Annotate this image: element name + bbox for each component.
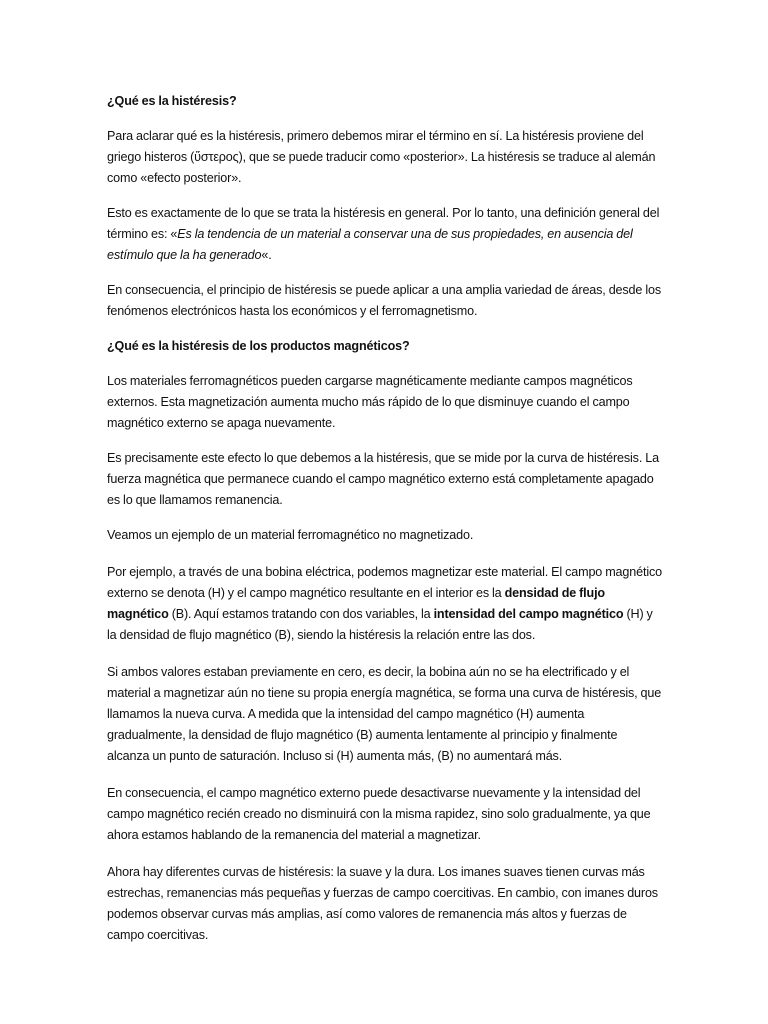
coil-text-1: Por ejemplo, a través de una bobina eléctrica, podemos magnetizar este material. El campo magnético externo se denota (H) y el campo magnético resultante en el interior es la [107, 565, 662, 600]
definition-outro: «. [261, 248, 272, 262]
paragraph-remanence: Es precisamente este efecto lo que debemos a la histéresis, que se mide por la curva de histéresis. La fuerza magnética que permanece cuando el campo magnético externo está completamente apagado es lo que llamamos remanencia. [107, 451, 659, 507]
definition-intro: Esto es exactamente de lo que se trata la histéresis en general. Por lo tanto, una definición general del término es: « [107, 206, 660, 241]
paragraph-ferromagnetic-materials: Los materiales ferromagnéticos pueden cargarse magnéticamente mediante campos magnéticos externos. Esta magnetización aumenta mucho más rápido de lo que disminuye cuando el campo magnético externo se apaga nuevamente. [107, 374, 633, 430]
paragraph-definition [107, 203, 662, 266]
paragraph-new-curve: Si ambos valores estaban previamente en cero, es decir, la bobina aún no se ha electrificado y el material a magnetizar aún no tiene su propia energía magnética, se forma una curva de histéresis, que llamamos la nueva curva. A medida que la intensidad del campo magnético (H) aumenta gradualmente, la densidad de flujo magnético (B) aumenta lentamente al principio y finalmente alcanza un punto de saturación. Incluso si (H) aumenta más, (B) no aumentará más. [107, 665, 662, 763]
section-heading-magnetic-products: ¿Qué es la histéresis de los productos magnéticos? [107, 339, 410, 353]
definition-quote: Es la tendencia de un material a conservar una de sus propiedades, en ausencia del estímulo que la ha generado [107, 227, 633, 262]
paragraph-remanence-decay: En consecuencia, el campo magnético externo puede desactivarse nuevamente y la intensidad del campo magnético recién creado no disminuirá con la misma rapidez, sino solo gradualmente, ya que ahora estamos hablando de la remanencia del material a magnetizar. [107, 786, 651, 842]
paragraph-etymology: Para aclarar qué es la histéresis, primero debemos mirar el término en sí. La histéresis proviene del griego histeros (ὕστερος), que se puede traducir como «posterior». La histéresis se traduce al alemán como «efecto posterior». [107, 129, 656, 185]
section-heading-hysteresis: ¿Qué es la histéresis? [107, 94, 237, 108]
coil-text-2: (B). Aquí estamos tratando con dos variables, la [168, 607, 434, 621]
paragraph-coil-example [107, 562, 662, 646]
paragraph-example-intro: Veamos un ejemplo de un material ferromagnético no magnetizado. [107, 528, 474, 542]
paragraph-soft-hard-curves: Ahora hay diferentes curvas de histéresis: la suave y la dura. Los imanes suaves tienen curvas más estrechas, remanencias más pequeñas y fuerzas de campo coercitivas. En cambio, con imanes duros podemos observar curvas más amplias, así como valores de remanencia más altos y fuerzas de campo coercitivas. [107, 865, 658, 942]
paragraph-applications: En consecuencia, el principio de histéresis se puede aplicar a una amplia variedad de áreas, desde los fenómenos electrónicos hasta los económicos y el ferromagnetismo. [107, 283, 661, 318]
coil-text-3: (H) y la densidad de flujo magnético (B), siendo la histéresis la relación entre las dos. [107, 607, 653, 642]
term-field-intensity: intensidad del campo magnético [433, 607, 624, 621]
term-flux-density: densidad de flujo magnético [107, 586, 605, 621]
document-page [107, 91, 662, 960]
